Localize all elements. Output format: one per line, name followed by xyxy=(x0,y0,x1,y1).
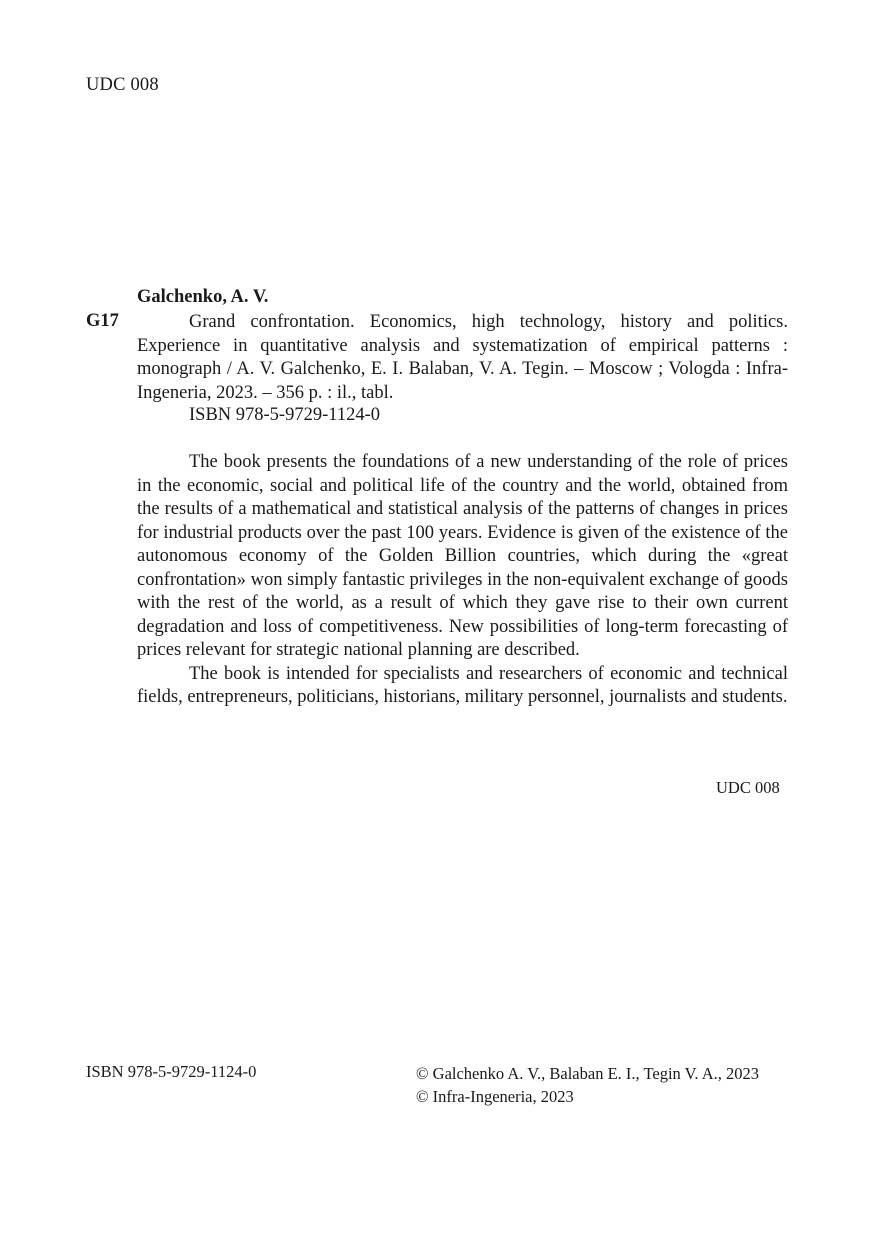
bibliographic-text: Grand confrontation. Economics, high technology, history and politics. Experience in quantitative analysis and systematization of empirical patterns : monograph / A. V. Galchenko, E. I. Balaban, V. A. Tegin. – Moscow ; Vologda : Infra-Ingeneria, 2023. – 356 p. : il., tabl. xyxy=(137,312,788,403)
udc-header: UDC 008 xyxy=(86,75,159,95)
abstract-paragraph: The book is intended for specialists and researchers of economic and technical fields, entrepreneurs, politicians, historians, military personnel, journalists and students. xyxy=(137,663,788,707)
author-name: Galchenko, A. V. xyxy=(137,287,269,307)
catalog-code: G17 xyxy=(86,311,119,331)
copyright-authors: © Galchenko A. V., Balaban E. I., Tegin V. A., 2023 xyxy=(416,1064,760,1083)
abstract-paragraph: The book presents the foundations of a new understanding of the role of prices in the economic, social and political life of the country and the world, obtained from the results of a mathematical and statistical analysis of the patterns of changes in prices for industrial products over the past 100 years. Evidence is given of the existence of the autonomous economy of the Golden Billion countries, which during the «great confrontation» won simply fantastic privileges in the non-equivalent exchange of goods with the rest of the world, as a result of which they gave rise to their own current degradation and loss of competitiveness. New possibilities of long-term forecasting of prices relevant for strategic national planning are described. xyxy=(137,452,788,660)
copyright-block xyxy=(416,1062,759,1108)
udc-classification: UDC 008 xyxy=(716,778,780,797)
footer-isbn: ISBN 978-5-9729-1124-0 xyxy=(86,1062,257,1081)
abstract xyxy=(137,451,788,710)
copyright-publisher: © Infra-Ingeneria, 2023 xyxy=(416,1087,574,1106)
record-isbn: ISBN 978-5-9729-1124-0 xyxy=(189,405,380,425)
bibliographic-description xyxy=(137,311,788,405)
